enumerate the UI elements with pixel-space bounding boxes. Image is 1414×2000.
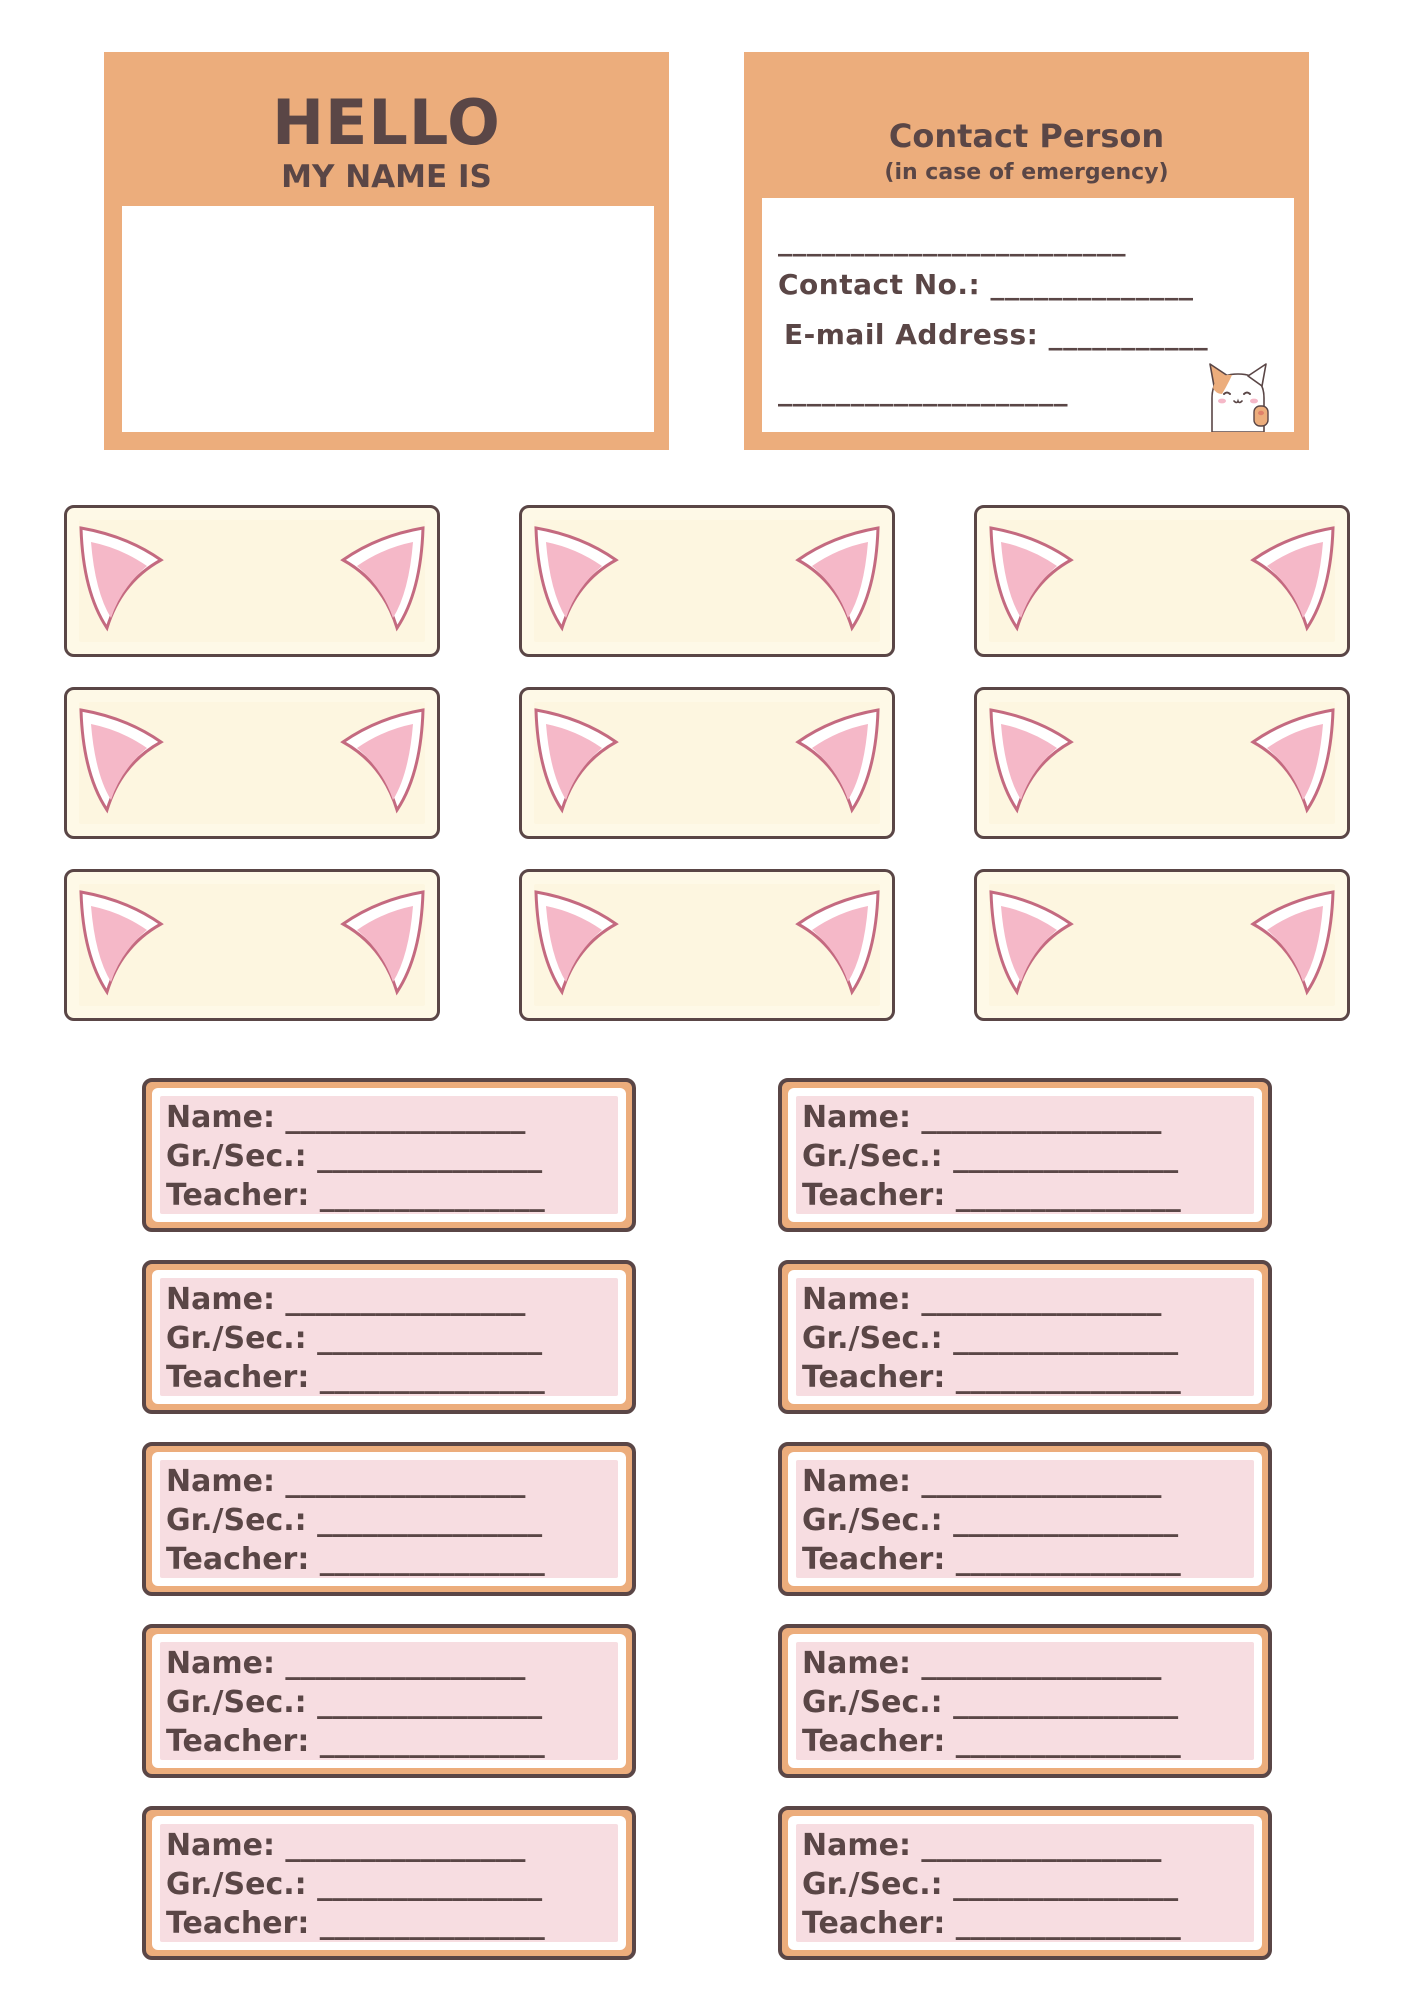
cat-ear-tag: [64, 869, 440, 1021]
teacher-field: Teacher: _______________: [166, 1542, 545, 1577]
contact-number-line: Contact No.: ______________: [778, 268, 1194, 301]
cat-ear-right-icon: [1247, 704, 1337, 814]
grade-section-field: Gr./Sec.: _______________: [166, 1685, 543, 1720]
contact-write-area: [762, 198, 1294, 432]
cat-ear-tag: [64, 505, 440, 657]
my-name-is-subtitle: MY NAME IS: [281, 159, 492, 195]
name-label: [142, 1260, 636, 1414]
emergency-contact-card: [744, 52, 1309, 450]
name-label: [778, 1624, 1272, 1778]
name-field: Name: ________________: [802, 1646, 1162, 1681]
name-label: [142, 1806, 636, 1960]
cat-ear-right-icon: [1247, 886, 1337, 996]
cat-ear-left-icon: [77, 522, 167, 632]
name-field: Name: ________________: [802, 1464, 1162, 1499]
grade-section-field: Gr./Sec.: _______________: [802, 1503, 1179, 1538]
teacher-field: Teacher: _______________: [802, 1906, 1181, 1941]
name-label: [142, 1624, 636, 1778]
hello-name-card: [104, 52, 669, 450]
name-field: Name: ________________: [166, 1282, 526, 1317]
cat-ear-tag: [519, 687, 895, 839]
cat-ear-right-icon: [1247, 522, 1337, 632]
cat-ear-tag: [64, 687, 440, 839]
name-label: [142, 1078, 636, 1232]
cat-ear-tag: [974, 869, 1350, 1021]
grade-section-field: Gr./Sec.: _______________: [166, 1139, 543, 1174]
cat-ear-right-icon: [792, 522, 882, 632]
cat-ear-left-icon: [987, 886, 1077, 996]
grade-section-field: Gr./Sec.: _______________: [166, 1503, 543, 1538]
grade-section-field: Gr./Sec.: _______________: [802, 1867, 1179, 1902]
cat-ear-tag: [974, 687, 1350, 839]
grade-section-field: Gr./Sec.: _______________: [166, 1321, 543, 1356]
cat-ear-tag: [519, 869, 895, 1021]
cat-ear-left-icon: [532, 522, 622, 632]
cat-ear-right-icon: [337, 886, 427, 996]
name-label: [778, 1260, 1272, 1414]
teacher-field: Teacher: _______________: [166, 1360, 545, 1395]
name-label: [778, 1442, 1272, 1596]
name-field: Name: ________________: [802, 1828, 1162, 1863]
name-field: Name: ________________: [802, 1100, 1162, 1135]
contact-name-blank: ________________________: [778, 224, 1126, 257]
cat-ear-tag: [519, 505, 895, 657]
cat-ear-right-icon: [792, 886, 882, 996]
teacher-field: Teacher: _______________: [802, 1360, 1181, 1395]
teacher-field: Teacher: _______________: [802, 1724, 1181, 1759]
name-label: [778, 1078, 1272, 1232]
contact-card-subtitle: (in case of emergency): [884, 160, 1169, 185]
teacher-field: Teacher: _______________: [166, 1724, 545, 1759]
grade-section-field: Gr./Sec.: _______________: [802, 1139, 1179, 1174]
name-field: Name: ________________: [166, 1646, 526, 1681]
cat-ear-right-icon: [792, 704, 882, 814]
teacher-field: Teacher: _______________: [802, 1542, 1181, 1577]
name-field: Name: ________________: [166, 1100, 526, 1135]
grade-section-field: Gr./Sec.: _______________: [802, 1685, 1179, 1720]
name-write-area: [122, 206, 654, 432]
cat-ear-right-icon: [337, 704, 427, 814]
teacher-field: Teacher: _______________: [802, 1178, 1181, 1213]
teacher-field: Teacher: _______________: [166, 1906, 545, 1941]
name-field: Name: ________________: [166, 1464, 526, 1499]
teacher-field: Teacher: _______________: [166, 1178, 545, 1213]
grade-section-field: Gr./Sec.: _______________: [802, 1321, 1179, 1356]
name-label: [778, 1806, 1272, 1960]
name-field: Name: ________________: [166, 1828, 526, 1863]
cat-ear-left-icon: [77, 886, 167, 996]
name-field: Name: ________________: [802, 1282, 1162, 1317]
name-label: [142, 1442, 636, 1596]
cat-ear-left-icon: [532, 704, 622, 814]
hello-title: HELLO: [272, 86, 501, 159]
waving-cat-icon: [1198, 360, 1278, 432]
email-address-line: E-mail Address: ___________: [784, 318, 1209, 351]
cat-ear-left-icon: [987, 704, 1077, 814]
cat-ear-left-icon: [532, 886, 622, 996]
grade-section-field: Gr./Sec.: _______________: [166, 1867, 543, 1902]
cat-ear-tag: [974, 505, 1350, 657]
cat-ear-left-icon: [77, 704, 167, 814]
cat-ear-right-icon: [337, 522, 427, 632]
contact-card-title: Contact Person: [888, 117, 1165, 155]
cat-ear-left-icon: [987, 522, 1077, 632]
email-continuation-blank: ____________________: [778, 374, 1068, 407]
